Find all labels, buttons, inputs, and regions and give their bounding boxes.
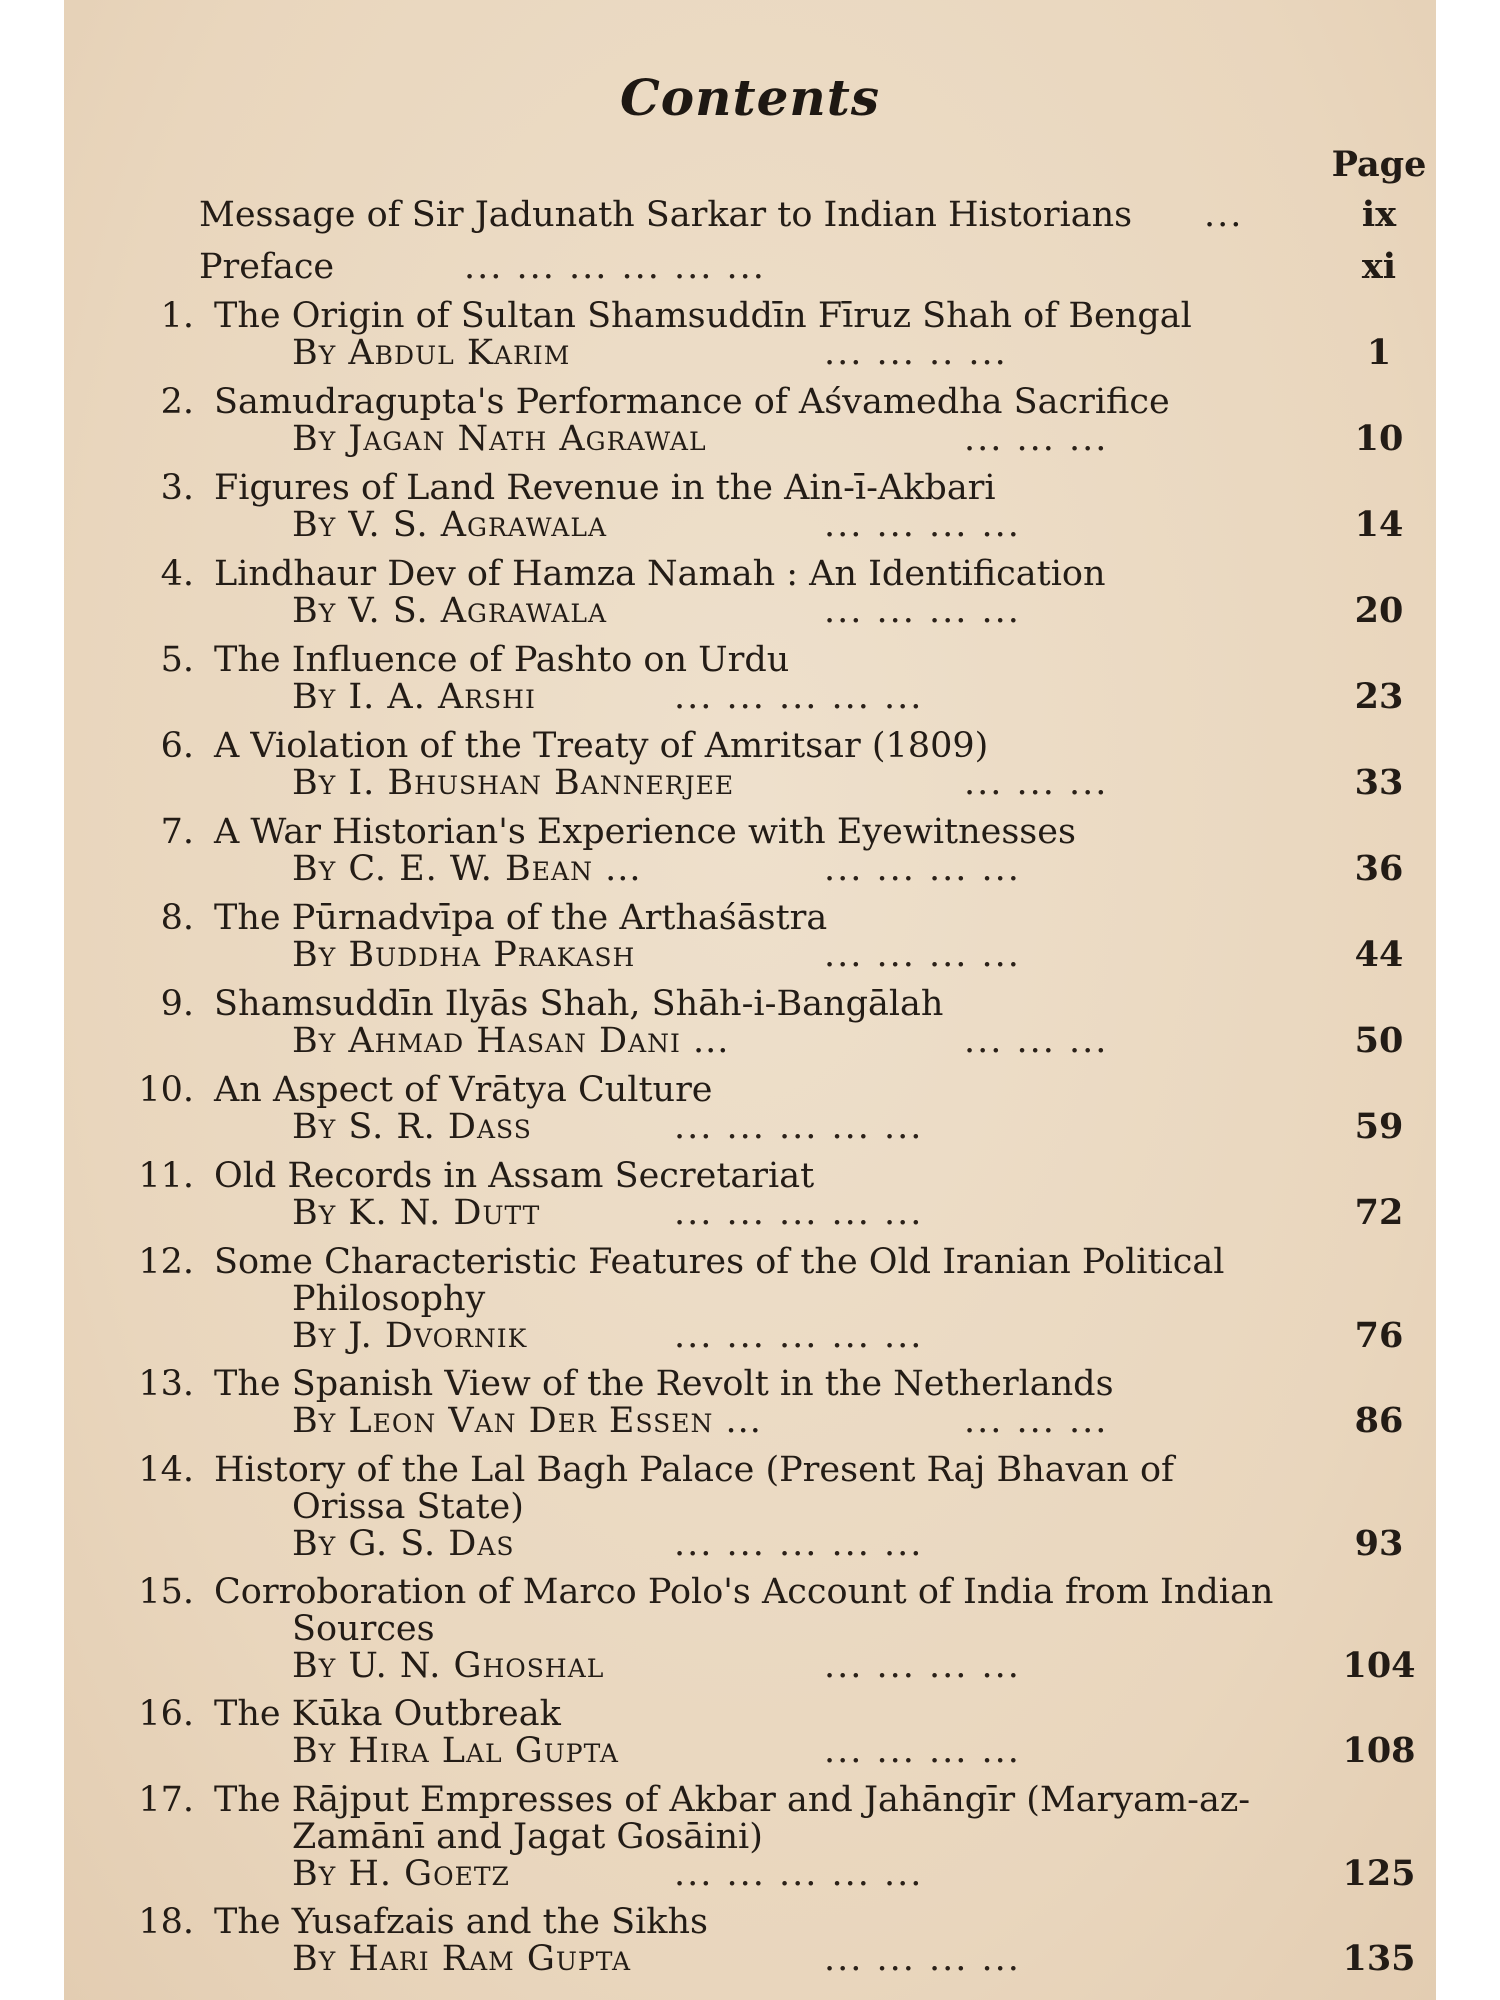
page-number: 23 bbox=[1354, 676, 1404, 717]
entry-number: 10. bbox=[138, 1070, 194, 1110]
page-number: 125 bbox=[1342, 1853, 1416, 1894]
page-number: 14 bbox=[1354, 504, 1404, 545]
page-number: 76 bbox=[1354, 1315, 1404, 1356]
page-number: ix bbox=[1361, 194, 1397, 235]
entry-author: By Hari Ram Gupta bbox=[292, 1939, 632, 1979]
leader-dots: ... ... ... ... ... bbox=[674, 677, 924, 717]
entry-title: The Rājput Empresses of Akbar and Jahāngīr (Maryam-az- bbox=[214, 1780, 1251, 1820]
entry-title: The Kūka Outbreak bbox=[214, 1694, 561, 1734]
entry-number: 1. bbox=[160, 296, 194, 336]
leader-dots: ... ... ... ... ... bbox=[674, 1316, 924, 1356]
leader-dots: ... ... ... ... ... bbox=[674, 1193, 924, 1233]
leader-dots: ... ... ... ... bbox=[824, 1731, 1021, 1771]
entry-number: 17. bbox=[138, 1780, 194, 1820]
entry-title: A War Historian's Experience with Eyewitnesses bbox=[214, 812, 1076, 852]
entry-title-continuation: Zamānī and Jagat Gosāini) bbox=[292, 1817, 763, 1857]
leader-dots: ... ... ... ... bbox=[824, 935, 1021, 975]
entry-number: 18. bbox=[138, 1902, 194, 1942]
entry-number: 15. bbox=[138, 1572, 194, 1612]
leader-dots: ... ... ... ... bbox=[824, 1646, 1021, 1686]
entry-author: By V. S. Agrawala bbox=[292, 505, 608, 545]
entry-title: Lindhaur Dev of Hamza Namah : An Identification bbox=[214, 554, 1106, 594]
leader-dots: ... ... ... ... bbox=[824, 849, 1021, 889]
page-number: 93 bbox=[1354, 1523, 1404, 1564]
entry-number: 2. bbox=[160, 382, 194, 422]
entry-number: 9. bbox=[160, 984, 194, 1024]
entry-title: Corroboration of Marco Polo's Account of India from Indian bbox=[214, 1572, 1274, 1612]
entry-author: By J. Dvornik bbox=[292, 1316, 528, 1356]
entry-author: By K. N. Dutt bbox=[292, 1193, 541, 1233]
entry-number: 13. bbox=[138, 1364, 194, 1404]
entry-title-continuation: Philosophy bbox=[292, 1279, 486, 1319]
leader-dots: ... ... ... ... bbox=[824, 1939, 1021, 1979]
leader-dots: ... ... ... ... ... bbox=[674, 1107, 924, 1147]
page-column-label: Page bbox=[1331, 144, 1427, 185]
book-page bbox=[64, 0, 1436, 2000]
page-number: 59 bbox=[1354, 1106, 1404, 1147]
front-title: Preface bbox=[199, 247, 335, 287]
page-number: 108 bbox=[1342, 1730, 1416, 1771]
entry-title: Shamsuddīn Ilyās Shah, Shāh-i-Bangālah bbox=[214, 984, 944, 1024]
front-title: Message of Sir Jadunath Sarkar to Indian Historians bbox=[199, 195, 1133, 235]
leader-dots: ... ... ... ... ... bbox=[674, 1524, 924, 1564]
entry-title: The Spanish View of the Revolt in the Netherlands bbox=[214, 1364, 1114, 1404]
entry-author: By C. E. W. Bean ... bbox=[292, 849, 642, 889]
page-number: 44 bbox=[1354, 934, 1404, 975]
page-number: 1 bbox=[1366, 332, 1392, 373]
page-number: 36 bbox=[1354, 848, 1404, 889]
page-number: 104 bbox=[1342, 1645, 1416, 1686]
entry-title-continuation: Sources bbox=[292, 1609, 435, 1649]
page-number: 33 bbox=[1354, 762, 1404, 803]
page-number: 86 bbox=[1354, 1400, 1404, 1441]
leader-dots: ... ... ... bbox=[964, 1401, 1109, 1441]
entry-number: 7. bbox=[160, 812, 194, 852]
entry-number: 16. bbox=[138, 1694, 194, 1734]
entry-author: By Ahmad Hasan Dani ... bbox=[292, 1021, 730, 1061]
leader-dots: ... ... .. ... bbox=[824, 333, 1008, 373]
leader-dots: ... ... ... bbox=[964, 763, 1109, 803]
leader-dots: ... ... ... ... bbox=[824, 591, 1021, 631]
page-number: xi bbox=[1361, 246, 1397, 287]
entry-number: 11. bbox=[138, 1156, 194, 1196]
entry-number: 3. bbox=[160, 468, 194, 508]
entry-number: 8. bbox=[160, 898, 194, 938]
entry-title: The Pūrnadvīpa of the Arthaśāstra bbox=[214, 898, 828, 938]
leader-dots: ... bbox=[1204, 195, 1244, 235]
page-number: 72 bbox=[1354, 1192, 1404, 1233]
leader-dots: ... ... ... bbox=[964, 1021, 1109, 1061]
page-title: Contents bbox=[619, 68, 880, 127]
entry-title: Old Records in Assam Secretariat bbox=[214, 1156, 815, 1196]
entry-number: 6. bbox=[160, 726, 194, 766]
leader-dots: ... ... ... ... ... ... bbox=[464, 247, 766, 287]
entry-author: By Leon Van Der Essen ... bbox=[292, 1401, 762, 1441]
entry-title: History of the Lal Bagh Palace (Present Raj Bhavan of bbox=[214, 1450, 1174, 1490]
page-number: 20 bbox=[1354, 590, 1404, 631]
entry-author: By G. S. Das bbox=[292, 1524, 515, 1564]
entry-title: Figures of Land Revenue in the Ain-ī-Akbari bbox=[214, 468, 996, 508]
entry-author: By U. N. Ghoshal bbox=[292, 1646, 605, 1686]
entry-author: By V. S. Agrawala bbox=[292, 591, 608, 631]
entry-author: By Hira Lal Gupta bbox=[292, 1731, 619, 1771]
entry-author: By Jagan Nath Agrawal bbox=[292, 419, 707, 459]
leader-dots: ... ... ... bbox=[964, 419, 1109, 459]
entry-title: Samudragupta's Performance of Aśvamedha Sacrifice bbox=[214, 382, 1170, 422]
leader-dots: ... ... ... ... bbox=[824, 505, 1021, 545]
entry-title: Some Characteristic Features of the Old Iranian Political bbox=[214, 1242, 1225, 1282]
entry-title: The Yusafzais and the Sikhs bbox=[214, 1902, 708, 1942]
entry-number: 12. bbox=[138, 1242, 194, 1282]
entry-author: By I. A. Arshi bbox=[292, 677, 536, 717]
entry-title-continuation: Orissa State) bbox=[292, 1487, 524, 1527]
entry-number: 14. bbox=[138, 1450, 194, 1490]
page-number: 10 bbox=[1354, 418, 1404, 459]
leader-dots: ... ... ... ... ... bbox=[674, 1854, 924, 1894]
entry-title: A Violation of the Treaty of Amritsar (1809) bbox=[214, 726, 989, 766]
entry-title: The Influence of Pashto on Urdu bbox=[214, 640, 790, 680]
entry-author: By Abdul Karim bbox=[292, 333, 571, 373]
entry-author: By Buddha Prakash bbox=[292, 935, 636, 975]
entry-title: An Aspect of Vrātya Culture bbox=[214, 1070, 713, 1110]
entry-number: 4. bbox=[160, 554, 194, 594]
page-number: 50 bbox=[1354, 1020, 1404, 1061]
entry-author: By S. R. Dass bbox=[292, 1107, 532, 1147]
page-number: 135 bbox=[1342, 1938, 1416, 1979]
entry-title: The Origin of Sultan Shamsuddīn Fīruz Shah of Bengal bbox=[214, 296, 1192, 336]
entry-author: By H. Goetz bbox=[292, 1854, 510, 1894]
entry-author: By I. Bhushan Bannerjee bbox=[292, 763, 735, 803]
entry-number: 5. bbox=[160, 640, 194, 680]
